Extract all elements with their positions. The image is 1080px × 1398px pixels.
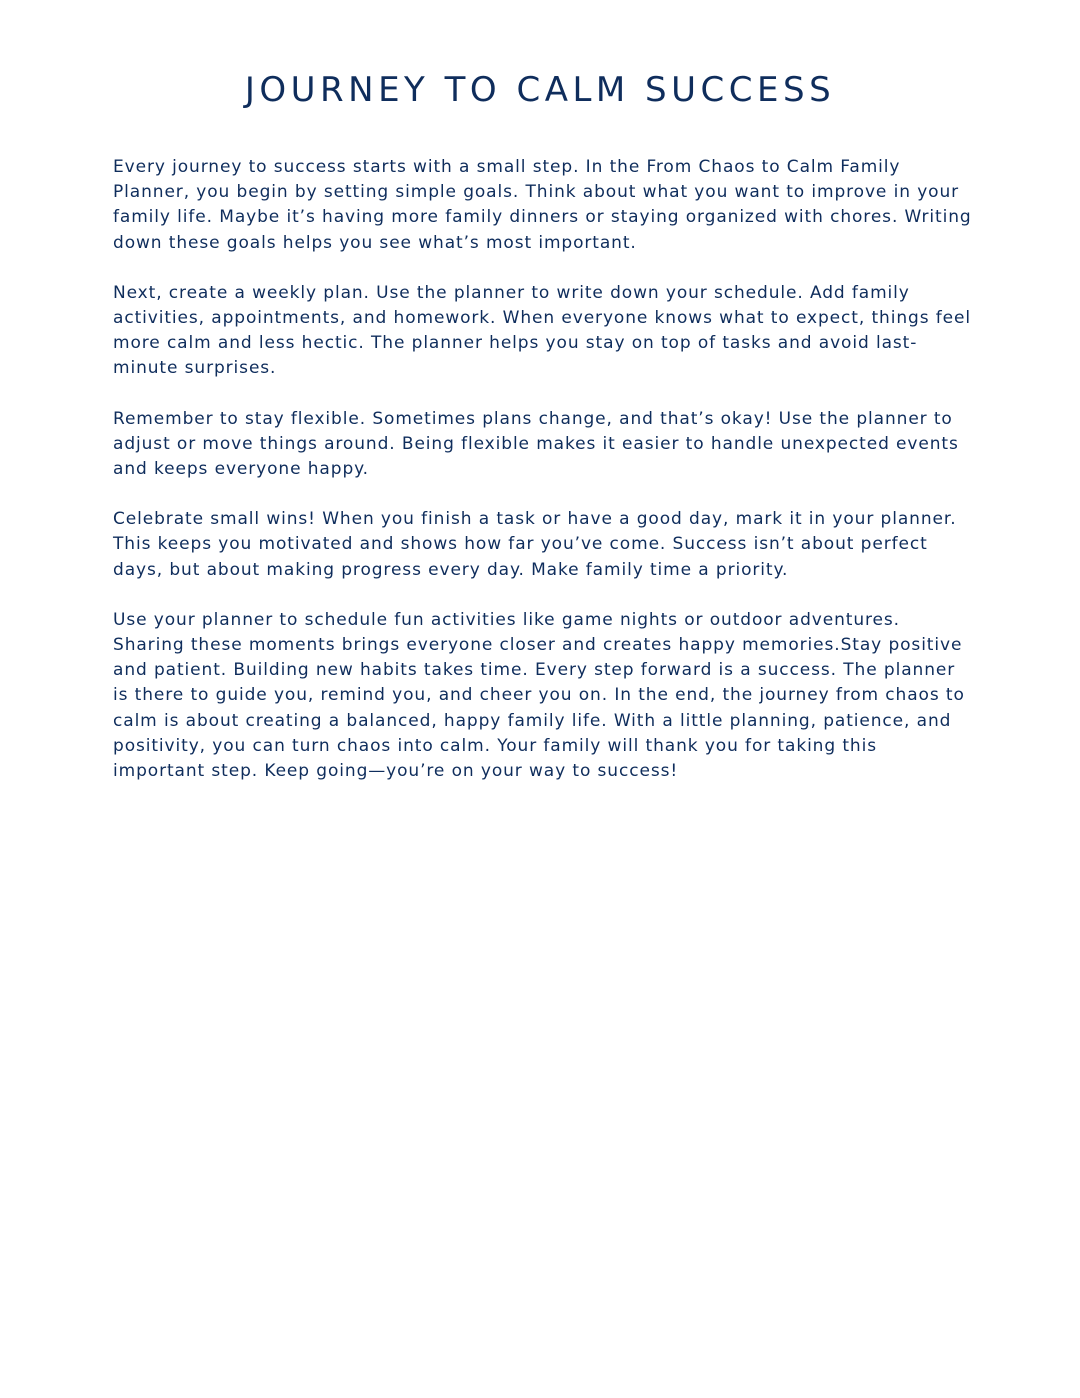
paragraph-3: Remember to stay flexible. Sometimes plans change, and that’s okay! Use the planner to adjust or move things around. Being flexible makes it easier to handle unexpected events and keeps everyone happy. xyxy=(113,408,959,480)
paragraph-2: Next, create a weekly plan. Use the planner to write down your schedule. Add family activities, appointments, and homework. When everyone knows what to expect, things feel more calm and less hectic. The planner helps you stay on top of tasks and avoid last-minute surprises. xyxy=(113,282,971,379)
paragraph-1: Every journey to success starts with a small step. In the From Chaos to Calm Family Planner, you begin by setting simple goals. Think about what you want to improve in your family life. Maybe it’s having more family dinners or staying organized with chores. Writing down these goals helps you see what’s most important. xyxy=(113,157,972,253)
paragraph-4: Celebrate small wins! When you finish a task or have a good day, mark it in your planner. This keeps you motivated and shows how far you’ve come. Success isn’t about perfect days, but about making progress every day. Make family time a priority. xyxy=(113,509,957,580)
page-title: JOURNEY TO CALM SUCCESS xyxy=(244,70,836,110)
body-text xyxy=(113,155,973,809)
paragraph-5: Use your planner to schedule fun activities like game nights or outdoor adventures. Sharing these moments brings everyone closer and creates happy memories.Stay positive and patient. Building new habits takes time. Every step forward is a success. The planner is there to guide you, remind you, and cheer you on. In the end, the journey from chaos to calm is about creating a balanced, happy family life. With a little planning, patience, and positivity, you can turn chaos into calm. Your family will thank you for taking this important step. Keep going—you’re on your way to success! xyxy=(113,609,965,782)
